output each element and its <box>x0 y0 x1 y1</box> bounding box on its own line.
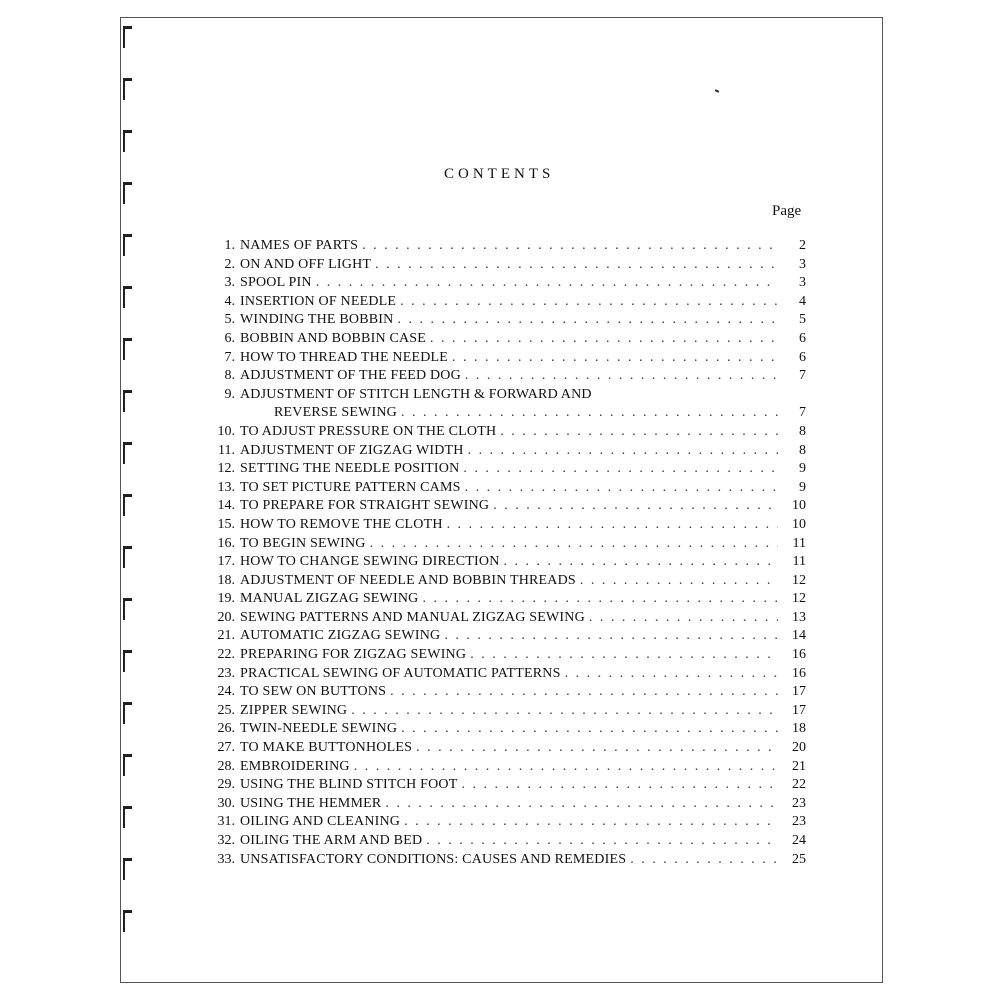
toc-entry <box>201 702 806 721</box>
toc-entry <box>201 795 806 814</box>
dot-leader <box>316 274 778 293</box>
toc-entry-number: 26. <box>217 721 235 737</box>
toc-entry-number: 6. <box>224 330 235 346</box>
dot-leader <box>385 795 778 814</box>
toc-entry-number: 32. <box>217 833 235 848</box>
toc-entry-number: 23. <box>217 665 235 681</box>
toc-entry <box>201 330 806 349</box>
toc-entry-page: 18 <box>792 721 806 737</box>
toc-entry <box>201 665 806 684</box>
table-of-contents <box>201 237 806 869</box>
toc-entry <box>201 572 806 591</box>
toc-entry <box>201 758 806 777</box>
dot-leader <box>375 256 778 275</box>
dot-leader <box>426 832 778 851</box>
toc-entry-page: 21 <box>792 758 806 774</box>
toc-entry <box>201 683 806 702</box>
toc-entry <box>201 293 806 312</box>
toc-entry-page: 10 <box>792 516 806 532</box>
toc-entry-title: AUTOMATIC ZIGZAG SEWING <box>240 628 441 644</box>
toc-entry-number: 11. <box>218 442 235 458</box>
dot-leader <box>354 758 778 777</box>
toc-entry-number: 19. <box>217 591 235 607</box>
toc-entry <box>201 776 806 795</box>
dot-leader <box>565 665 778 684</box>
toc-entry-page: 4 <box>799 293 806 309</box>
toc-entry-page: 20 <box>792 740 806 756</box>
toc-entry-number: 16. <box>217 535 235 551</box>
toc-entry-number: 25. <box>217 702 235 718</box>
dot-leader <box>390 683 778 702</box>
toc-entry-number: 27. <box>217 740 235 756</box>
binding-hole-icon <box>123 286 132 308</box>
toc-entry-page: 17 <box>792 702 806 718</box>
toc-entry-title: SETTING THE NEEDLE POSITION <box>240 461 460 477</box>
toc-entry-number: 18. <box>217 572 235 588</box>
toc-entry <box>201 367 806 386</box>
toc-entry-title: TO BEGIN SEWING <box>240 535 366 551</box>
binding-hole-icon <box>123 390 132 412</box>
toc-entry-number: 29. <box>217 777 235 793</box>
toc-entry-number: 17. <box>217 554 235 570</box>
toc-entry-number: 28. <box>217 758 235 774</box>
toc-entry-page: 22 <box>792 777 806 793</box>
toc-entry <box>201 516 806 535</box>
toc-entry-title: SPOOL PIN <box>240 275 312 291</box>
toc-entry-title: EMBROIDERING <box>240 758 350 774</box>
dot-leader <box>452 349 778 368</box>
toc-entry <box>201 646 806 665</box>
toc-entry-title: ADJUSTMENT OF THE FEED DOG <box>240 368 461 384</box>
toc-entry-page: 11 <box>792 554 806 570</box>
dot-leader <box>370 535 778 554</box>
toc-entry-page: 13 <box>792 609 806 625</box>
toc-entry <box>201 311 806 330</box>
binding-hole-icon <box>123 442 132 464</box>
dot-leader <box>500 423 778 442</box>
dot-leader <box>468 442 778 461</box>
toc-entry-page: 7 <box>799 368 806 384</box>
toc-entry-title-continued: REVERSE SEWING <box>274 405 397 421</box>
toc-entry-page: 23 <box>792 814 806 830</box>
dot-leader <box>404 813 778 832</box>
toc-entry-number: 1. <box>224 238 235 253</box>
toc-entry <box>201 256 806 275</box>
binding-hole-icon <box>123 78 132 100</box>
toc-entry <box>201 832 806 851</box>
binding-hole-icon <box>123 702 132 724</box>
dot-leader <box>351 702 778 721</box>
toc-entry-title: TWIN-NEEDLE SEWING <box>240 721 398 737</box>
toc-entry-number: 33. <box>217 851 235 867</box>
toc-entry-title: ADJUSTMENT OF NEEDLE AND BOBBIN THREADS <box>240 572 576 588</box>
toc-entry-title: BOBBIN AND BOBBIN CASE <box>240 330 427 346</box>
toc-entry-number: 2. <box>224 256 235 272</box>
toc-entry-page: 3 <box>799 256 806 272</box>
toc-entry-page: 7 <box>799 405 806 421</box>
binding-hole-icon <box>123 598 132 620</box>
toc-entry <box>201 237 806 256</box>
toc-entry-title: SEWING PATTERNS AND MANUAL ZIGZAG SEWING <box>240 609 585 625</box>
toc-entry <box>201 609 806 628</box>
toc-entry-page: 6 <box>799 330 806 346</box>
dot-leader <box>589 609 778 628</box>
toc-entry-title: TO SEW ON BUTTONS <box>240 684 387 700</box>
toc-entry-title: MANUAL ZIGZAG SEWING <box>240 591 419 607</box>
toc-entry-title: USING THE BLIND STITCH FOOT <box>240 777 458 793</box>
dot-leader <box>461 776 778 795</box>
toc-entry-page: 8 <box>799 423 806 439</box>
toc-entry-number: 14. <box>217 498 235 514</box>
toc-entry-title: USING THE HEMMER <box>240 795 382 811</box>
toc-entry-page: 14 <box>792 628 806 644</box>
dot-leader <box>397 311 778 330</box>
toc-entry-title: OILING THE ARM AND BED <box>240 833 423 848</box>
toc-entry-page: 24 <box>792 833 806 848</box>
toc-entry-page: 5 <box>799 312 806 328</box>
page-column-label: Page <box>772 203 802 219</box>
binding-hole-icon <box>123 754 132 776</box>
toc-entry-title: INSERTION OF NEEDLE <box>240 293 397 309</box>
toc-entry-page: 23 <box>792 795 806 811</box>
toc-entry-title: TO SET PICTURE PATTERN CAMS <box>240 479 461 495</box>
binding-hole-icon <box>123 182 132 204</box>
toc-entry-title: TO ADJUST PRESSURE ON THE CLOTH <box>240 423 497 439</box>
toc-entry-number: 24. <box>217 684 235 700</box>
dot-leader <box>447 516 778 535</box>
toc-entry <box>201 349 806 368</box>
dot-leader <box>444 627 778 646</box>
toc-entry <box>201 553 806 572</box>
toc-entry <box>201 497 806 516</box>
toc-entry-page: 16 <box>792 647 806 663</box>
toc-entry <box>201 813 806 832</box>
manual-page <box>120 17 883 983</box>
dot-leader <box>401 720 778 739</box>
toc-entry-number: 20. <box>217 609 235 625</box>
toc-entry-number: 8. <box>224 368 235 384</box>
toc-entry-page: 3 <box>799 275 806 291</box>
toc-entry-page: 11 <box>792 535 806 551</box>
toc-entry-number: 30. <box>217 795 235 811</box>
toc-entry-page: 25 <box>792 851 806 867</box>
binding-hole-icon <box>123 650 132 672</box>
toc-entry-page: 10 <box>792 498 806 514</box>
toc-entry-page: 9 <box>799 479 806 495</box>
toc-entry-title: OILING AND CLEANING <box>240 814 401 830</box>
toc-entry-title: WINDING THE BOBBIN <box>240 312 394 328</box>
toc-entry-title: ADJUSTMENT OF STITCH LENGTH & FORWARD AND <box>240 386 592 402</box>
toc-entry-number: 13. <box>217 479 235 495</box>
toc-entry-title: ON AND OFF LIGHT <box>240 256 372 272</box>
dot-leader <box>465 479 778 498</box>
toc-entry-page: 12 <box>792 572 806 588</box>
toc-entry <box>201 720 806 739</box>
scan-speck <box>715 89 719 93</box>
binding-hole-icon <box>123 234 132 256</box>
toc-entry <box>201 460 806 479</box>
toc-entry <box>201 442 806 461</box>
dot-leader <box>465 367 778 386</box>
toc-entry-page: 2 <box>799 238 806 253</box>
toc-entry-number: 31. <box>217 814 235 830</box>
toc-entry-title: TO MAKE BUTTONHOLES <box>240 740 413 756</box>
toc-entry-number: 15. <box>217 516 235 532</box>
dot-leader <box>630 851 778 870</box>
toc-entry-page: 17 <box>792 684 806 700</box>
toc-entry-page: 16 <box>792 665 806 681</box>
dot-leader <box>470 646 778 665</box>
toc-entry <box>201 535 806 554</box>
dot-leader <box>580 572 778 591</box>
toc-entry <box>201 423 806 442</box>
toc-entry-number: 5. <box>224 312 235 328</box>
toc-entry-title: UNSATISFACTORY CONDITIONS: CAUSES AND REMEDIES <box>240 851 627 867</box>
toc-entry <box>201 627 806 646</box>
toc-entry-number: 21. <box>217 628 235 644</box>
toc-entry-title: PREPARING FOR ZIGZAG SEWING <box>240 647 467 663</box>
toc-entry-number: 10. <box>217 423 235 439</box>
toc-entry-number: 12. <box>217 461 235 477</box>
toc-entry <box>201 386 806 423</box>
binding-hole-icon <box>123 26 132 48</box>
dot-leader <box>463 460 778 479</box>
binding-holes <box>121 18 151 982</box>
dot-leader <box>401 404 778 423</box>
dot-leader <box>416 739 778 758</box>
binding-hole-icon <box>123 806 132 828</box>
binding-hole-icon <box>123 130 132 152</box>
toc-entry-title: TO PREPARE FOR STRAIGHT SEWING <box>240 498 490 514</box>
toc-entry-title: HOW TO REMOVE THE CLOTH <box>240 516 443 532</box>
toc-entry <box>201 590 806 609</box>
toc-entry-number: 9. <box>224 386 235 402</box>
binding-hole-icon <box>123 338 132 360</box>
toc-entry-title: ADJUSTMENT OF ZIGZAG WIDTH <box>240 442 464 458</box>
toc-entry-number: 3. <box>224 275 235 291</box>
toc-entry-page: 12 <box>792 591 806 607</box>
toc-entry <box>201 274 806 293</box>
toc-entry-title: PRACTICAL SEWING OF AUTOMATIC PATTERNS <box>240 665 561 681</box>
dot-leader <box>400 293 778 312</box>
dot-leader <box>504 553 778 572</box>
binding-hole-icon <box>123 494 132 516</box>
binding-hole-icon <box>123 858 132 880</box>
toc-entry-number: 7. <box>224 349 235 365</box>
toc-entry-page: 6 <box>799 349 806 365</box>
toc-entry-number: 22. <box>217 647 235 663</box>
page-title: CONTENTS <box>444 166 555 182</box>
toc-entry <box>201 739 806 758</box>
dot-leader <box>422 590 778 609</box>
binding-hole-icon <box>123 910 132 932</box>
toc-entry-page: 8 <box>799 442 806 458</box>
toc-entry <box>201 479 806 498</box>
dot-leader <box>493 497 778 516</box>
binding-hole-icon <box>123 546 132 568</box>
dot-leader <box>362 237 778 256</box>
toc-entry <box>201 851 806 870</box>
toc-entry-number: 4. <box>224 293 235 309</box>
toc-entry-title: ZIPPER SEWING <box>240 702 348 718</box>
toc-entry-title: HOW TO THREAD THE NEEDLE <box>240 349 449 365</box>
toc-entry-title: NAMES OF PARTS <box>240 238 359 253</box>
toc-entry-page: 9 <box>799 461 806 477</box>
dot-leader <box>430 330 778 349</box>
toc-entry-title: HOW TO CHANGE SEWING DIRECTION <box>240 554 500 570</box>
